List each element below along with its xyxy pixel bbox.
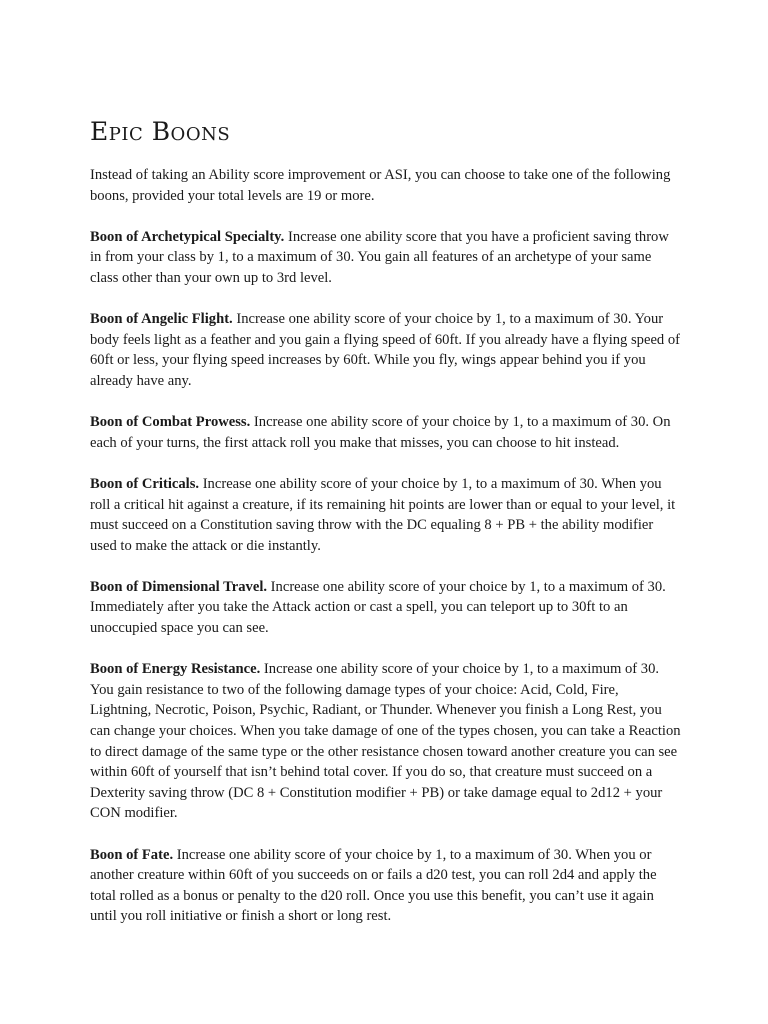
boon-angelic-flight — [90, 309, 682, 391]
boon-description: Increase one ability score of your choice by 1, to a maximum of 30. Your body feels light as a feather and you gain a flying speed of 60ft. If you already have a flying speed of 60ft or less, your flying speed increases by 60ft. While you fly, wings appear behind you if you already have any. — [90, 311, 681, 389]
boon-criticals — [90, 474, 682, 556]
document-body — [90, 112, 682, 948]
boon-name: Boon of Dimensional Travel. — [90, 578, 268, 595]
boon-dimensional-travel — [90, 577, 682, 639]
boon-name: Boon of Energy Resistance. — [90, 661, 261, 678]
boon-description: Increase one ability score of your choice by 1, to a maximum of 30. When you or another creature within 60ft of you succeeds on or fails a d20 test, you can roll 2d4 and apply the total rolled as a bonus or penalty to the d20 roll. Once you use this benefit, you can’t use it again until you roll initiative or finish a short or long rest. — [90, 846, 657, 925]
boon-fate — [90, 845, 682, 927]
boon-description: Increase one ability score of your choice by 1, to a maximum of 30. On each of your turns, the first attack roll you make that misses, you can choose to hit instead. — [90, 414, 671, 451]
boon-archetypical-specialty — [90, 227, 682, 289]
boon-description: Increase one ability score of your choice by 1, to a maximum of 30. You gain resistance to two of the following damage types of your choice: Acid, Cold, Fire, Lightning, Necrotic, Poison, Psychic, Radiant, or Thunder. Whenever you finish a Long Rest, you can change your choices. When you take damage of one of the types chosen, you can take a Reaction to direct damage of the same type or the other resistance chosen toward another creature you can see within 60ft of yourself that isn’t behind total cover. If you do so, that creature must succeed on a Dexterity saving throw (DC 8 + Constitution modifier + PB) or take damage equal to 2d12 + your CON modifier. — [90, 661, 681, 822]
boon-combat-prowess — [90, 412, 682, 453]
boon-description: Increase one ability score of your choice by 1, to a maximum of 30. When you roll a critical hit against a creature, if its remaining hit points are lower than or equal to your level, it must succeed on a Constitution saving throw with the DC equaling 8 + PB + the ability modifier used to make the attack or die instantly. — [90, 475, 676, 554]
boon-name: Boon of Combat Prowess. — [90, 414, 251, 431]
boon-name: Boon of Fate. — [90, 846, 174, 863]
boon-description: Increase one ability score of your choice by 1, to a maximum of 30. Immediately after you take the Attack action or cast a spell, you can teleport up to 30ft to an unoccupied space you can see. — [90, 578, 666, 637]
boon-description: Increase one ability score that you have a proficient saving throw in from your class by 1, to a maximum of 30. You gain all features of an archetype of your same class other than your own up to 3rd level. — [90, 228, 669, 286]
boon-name: Boon of Angelic Flight. — [90, 311, 233, 328]
boon-name: Boon of Criticals. — [90, 475, 200, 492]
page-title: Epic Boons — [90, 117, 231, 146]
boon-name: Boon of Archetypical Specialty. — [90, 228, 285, 245]
boon-energy-resistance — [90, 659, 682, 824]
intro-paragraph: Instead of taking an Ability score improvement or ASI, you can choose to take one of the following boons, provided your total levels are 19 or more. — [90, 167, 671, 204]
